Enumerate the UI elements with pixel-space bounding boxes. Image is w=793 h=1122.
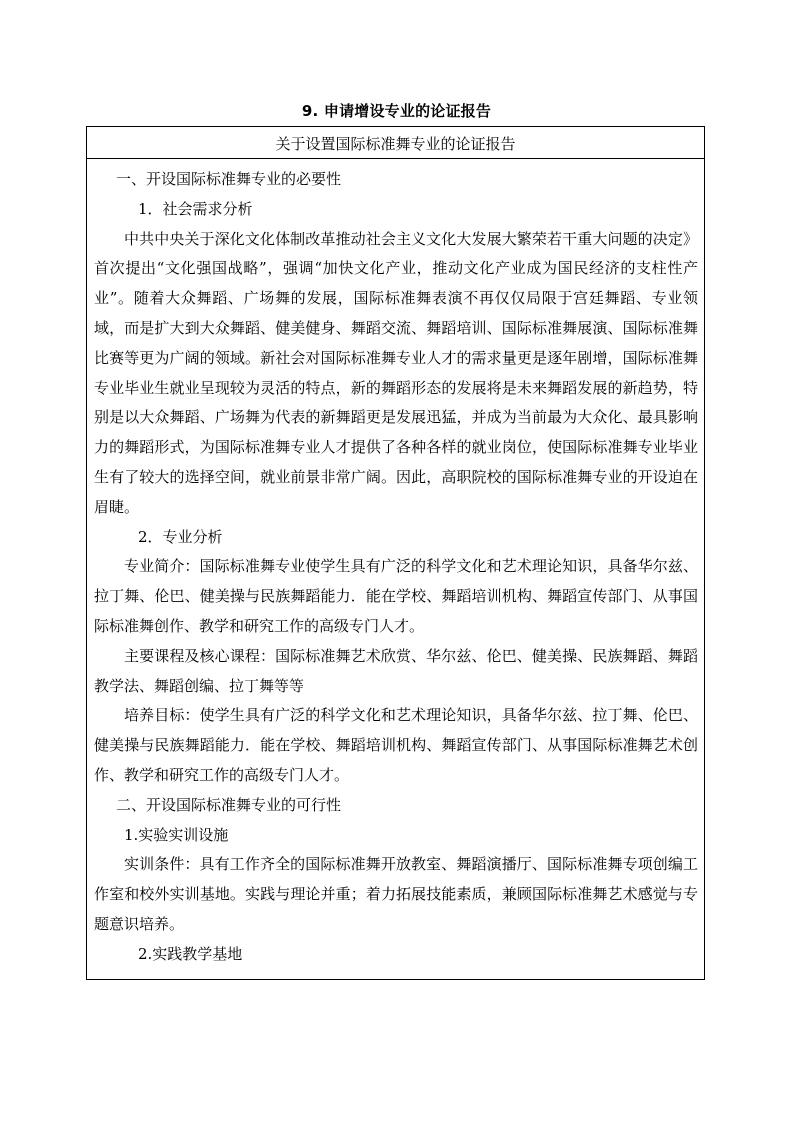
subheading-social-demand: 1．社会需求分析 — [138, 199, 253, 218]
section-heading-feasibility: 二、开设国际标准舞专业的可行性 — [116, 795, 342, 814]
subheading-practice-base: 2.实践教学基地 — [138, 944, 243, 963]
report-title: 关于设置国际标准舞专业的论证报告 — [275, 135, 516, 153]
paragraph-major-intro: 专业简介：国际标准舞专业使学生具有广泛的科学文化和艺术理论知识，具备华尔兹、拉丁舞、伦巴、健美操与民族舞蹈能力．能在学校、舞蹈培训机构、舞蹈宣传部门、从事国际标准舞创作、教学和研究工作的高级专门人才。 — [94, 557, 698, 635]
title-divider — [87, 158, 704, 159]
page-heading: 9. 申请增设专业的论证报告 — [301, 102, 492, 120]
section-heading-necessity: 一、开设国际标准舞专业的必要性 — [116, 170, 342, 188]
paragraph-training-conditions: 实训条件：具有工作齐全的国际标准舞开放教室、舞蹈演播厅、国际标准舞专项创编工作室和校外实训基地。实践与理论并重；着力拓展技能素质，兼顾国际标准舞艺术感觉与专题意识培养。 — [94, 855, 698, 933]
paragraph-core-courses: 主要课程及核心课程：国际标准舞艺术欣赏、华尔兹、伦巴、健美操、民族舞蹈、舞蹈教学法、舞蹈创编、拉丁舞等等 — [94, 646, 698, 695]
subheading-major-analysis: 2．专业分析 — [138, 527, 223, 546]
report-body — [87, 165, 704, 970]
report-frame — [86, 126, 705, 980]
subheading-training-facilities: 1.实验实训设施 — [124, 825, 229, 844]
paragraph-training-goals: 培养目标：使学生具有广泛的科学文化和艺术理论知识，具备华尔兹、拉丁舞、伦巴、健美操与民族舞蹈能力．能在学校、舞蹈培训机构、舞蹈宣传部门、从事国际标准舞艺术创作、教学和研究工作的高级专门人才。 — [94, 706, 698, 784]
paragraph-social-demand: 中共中央关于深化文化体制改革推动社会主义文化大发展大繁荣若干重大问题的决定》首次提出“文化强国战略”，强调“加快文化产业，推动文化产业成为国民经济的支柱性产业”。随着大众舞蹈、广场舞的发展，国际标准舞表演不再仅仅局限于宫廷舞蹈、专业领域，而是扩大到大众舞蹈、健美健身、舞蹈交流、舞蹈培训、国际标准舞展演、国际标准舞比赛等更为广阔的领域。新社会对国际标准舞专业人才的需求量更是逐年剧增，国际标准舞专业毕业生就业呈现较为灵活的特点，新的舞蹈形态的发展将是未来舞蹈发展的新趋势，特别是以大众舞蹈、广场舞为代表的新舞蹈更是发展迅猛，并成为当前最为大众化、最具影响力的舞蹈形式，为国际标准舞专业人才提供了各种各样的就业岗位，使国际标准舞专业毕业生有了较大的选择空间，就业前景非常广阔。因此，高职院校的国际标准舞专业的开设迫在眉睫。 — [94, 229, 698, 516]
